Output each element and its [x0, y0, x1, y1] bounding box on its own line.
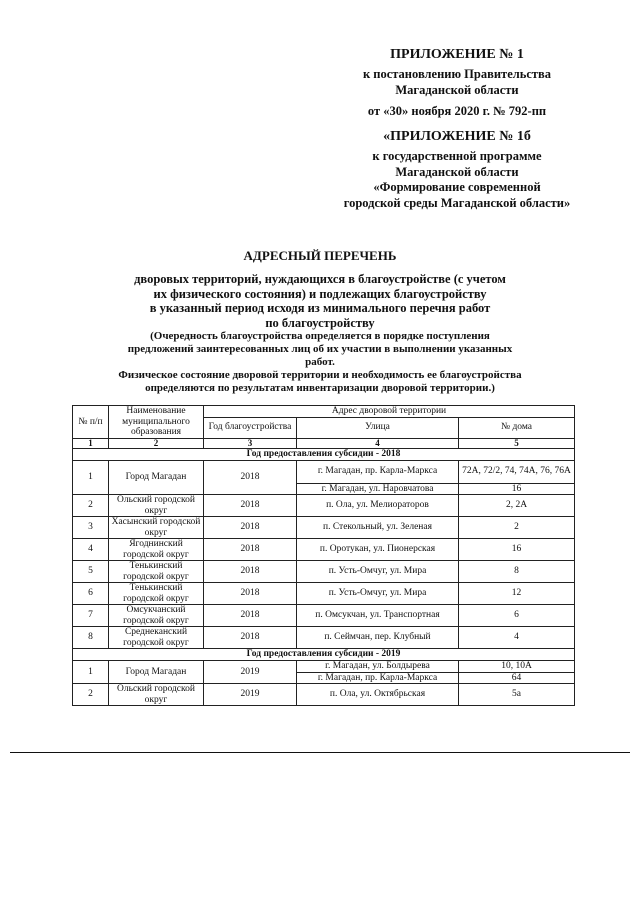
row-num: 2 — [73, 495, 109, 517]
row-year: 2018 — [204, 605, 297, 627]
row-street: п. Усть-Омчуг, ул. Мира — [297, 561, 459, 583]
row-year: 2018 — [204, 627, 297, 649]
note-line-2: предложений заинтересованных лиц об их участии в выполнении указанных — [127, 343, 513, 355]
row-year: 2018 — [204, 517, 297, 539]
section-row-2019 — [73, 649, 575, 661]
row-num: 2 — [73, 684, 109, 706]
table-row — [73, 684, 575, 706]
row-municipality: Город Магадан — [109, 661, 204, 684]
col-index: 3 — [204, 438, 297, 448]
col-index: 4 — [297, 438, 459, 448]
row-street: п. Усть-Омчуг, ул. Мира — [297, 583, 459, 605]
table-row — [73, 517, 575, 539]
row-municipality: Тенькинский городской округ — [109, 583, 204, 605]
appendix-2-line-4: городской среды Магаданской области» — [343, 195, 571, 210]
row-street: г. Магадан, пр. Карла-Маркса — [297, 672, 459, 684]
row-street: г. Магадан, ул. Наровчатова — [297, 483, 459, 495]
row-street: п. Сеймчан, пер. Клубный — [297, 627, 459, 649]
appendix-1-line-2: Магаданской области — [395, 82, 519, 97]
appendix-2-line-2: Магаданской области — [395, 164, 519, 179]
table-row — [73, 661, 575, 673]
note-line-1: (Очередность благоустройства определяется в порядке поступления — [150, 330, 490, 342]
row-municipality: Омсукчанский городской округ — [109, 605, 204, 627]
subtitle-line-2: их физического состояния) и подлежащих благоустройству — [153, 286, 487, 301]
row-num: 3 — [73, 517, 109, 539]
table-row — [73, 627, 575, 649]
row-num: 5 — [73, 561, 109, 583]
table-row — [73, 583, 575, 605]
row-house: 72А, 72/2, 74, 74А, 76, 76А — [459, 460, 575, 483]
row-house: 8 — [459, 561, 575, 583]
note-line-4: Физическое состояние дворовой территории и необходимость ее благоустройства — [118, 369, 522, 381]
note-line-5: определяются по результатам инвентаризации дворовой территории.) — [145, 382, 495, 394]
note-line-3: работ. — [305, 356, 335, 368]
row-house: 4 — [459, 627, 575, 649]
appendix-2-line-1: к государственной программе — [372, 149, 542, 163]
header-address: Адрес дворовой территории — [204, 406, 575, 418]
appendix-1-title: ПРИЛОЖЕНИЕ № 1 — [390, 47, 524, 62]
header-municipality: Наименование муниципального образования — [109, 406, 204, 439]
row-year: 2018 — [204, 539, 297, 561]
row-year: 2018 — [204, 561, 297, 583]
section-title-2019: Год предоставления субсидии - 2019 — [73, 649, 575, 661]
row-municipality: Ягоднинский городской округ — [109, 539, 204, 561]
table-row — [73, 605, 575, 627]
table-row — [73, 561, 575, 583]
subtitle-line-3: в указанный период исходя из минимального перечня работ — [149, 301, 491, 315]
address-table — [72, 405, 575, 706]
header-street: Улица — [297, 417, 459, 438]
row-num: 8 — [73, 627, 109, 649]
row-num: 4 — [73, 539, 109, 561]
row-street: п. Омсукчан, ул. Транспортная — [297, 605, 459, 627]
appendix-2-line-3: «Формирование современной — [373, 180, 541, 194]
header-num: № п/п — [73, 406, 109, 439]
row-municipality: Город Магадан — [109, 460, 204, 495]
row-street: г. Магадан, ул. Болдырева — [297, 661, 459, 673]
row-house: 64 — [459, 672, 575, 684]
row-street: п. Ола, ул. Мелиораторов — [297, 495, 459, 517]
row-year: 2018 — [204, 495, 297, 517]
column-index-row — [73, 438, 575, 448]
appendix-1-block — [322, 46, 592, 120]
row-municipality: Ольский городской округ — [109, 495, 204, 517]
appendix-1-line-1: к постановлению Правительства — [362, 67, 552, 81]
row-num: 6 — [73, 583, 109, 605]
row-year: 2018 — [204, 460, 297, 495]
row-house: 2 — [459, 517, 575, 539]
row-municipality: Тенькинский городской округ — [109, 561, 204, 583]
row-house: 2, 2А — [459, 495, 575, 517]
row-street: г. Магадан, пр. Карла-Маркса — [297, 460, 459, 483]
header-house: № дома — [459, 417, 575, 438]
row-municipality: Ольский городской округ — [109, 684, 204, 706]
document-title: АДРЕСНЫЙ ПЕРЕЧЕНЬ — [243, 248, 397, 263]
row-municipality: Среднеканский городской округ — [109, 627, 204, 649]
section-title-2018: Год предоставления субсидии - 2018 — [73, 448, 575, 460]
table-header-row — [73, 406, 575, 418]
appendix-2-block — [322, 128, 592, 211]
appendix-2-title: «ПРИЛОЖЕНИЕ № 1б — [383, 129, 531, 144]
appendix-1-line-3: от «30» ноября 2020 г. № 792-пп — [367, 104, 547, 118]
row-year: 2019 — [204, 684, 297, 706]
col-index: 2 — [109, 438, 204, 448]
row-street: п. Ола, ул. Октябрьская — [297, 684, 459, 706]
col-index: 1 — [73, 438, 109, 448]
row-house: 5а — [459, 684, 575, 706]
row-year: 2018 — [204, 583, 297, 605]
row-house: 16 — [459, 483, 575, 495]
table-row — [73, 460, 575, 483]
subtitle-line-4: по благоустройству — [265, 315, 375, 330]
row-num: 1 — [73, 460, 109, 495]
section-row-2018 — [73, 448, 575, 460]
row-house: 16 — [459, 539, 575, 561]
row-street: п. Оротукан, ул. Пионерская — [297, 539, 459, 561]
header-year: Год благоустройства — [204, 417, 297, 438]
col-index: 5 — [459, 438, 575, 448]
row-municipality: Хасынский городской округ — [109, 517, 204, 539]
row-house: 6 — [459, 605, 575, 627]
row-house: 10, 10А — [459, 661, 575, 673]
document-heading — [90, 248, 550, 395]
table-row — [73, 495, 575, 517]
bottom-divider — [10, 752, 630, 753]
row-street: п. Стекольный, ул. Зеленая — [297, 517, 459, 539]
row-year: 2019 — [204, 661, 297, 684]
table-row — [73, 539, 575, 561]
row-house: 12 — [459, 583, 575, 605]
row-num: 7 — [73, 605, 109, 627]
row-num: 1 — [73, 661, 109, 684]
subtitle-line-1: дворовых территорий, нуждающихся в благоустройстве (с учетом — [134, 272, 506, 286]
